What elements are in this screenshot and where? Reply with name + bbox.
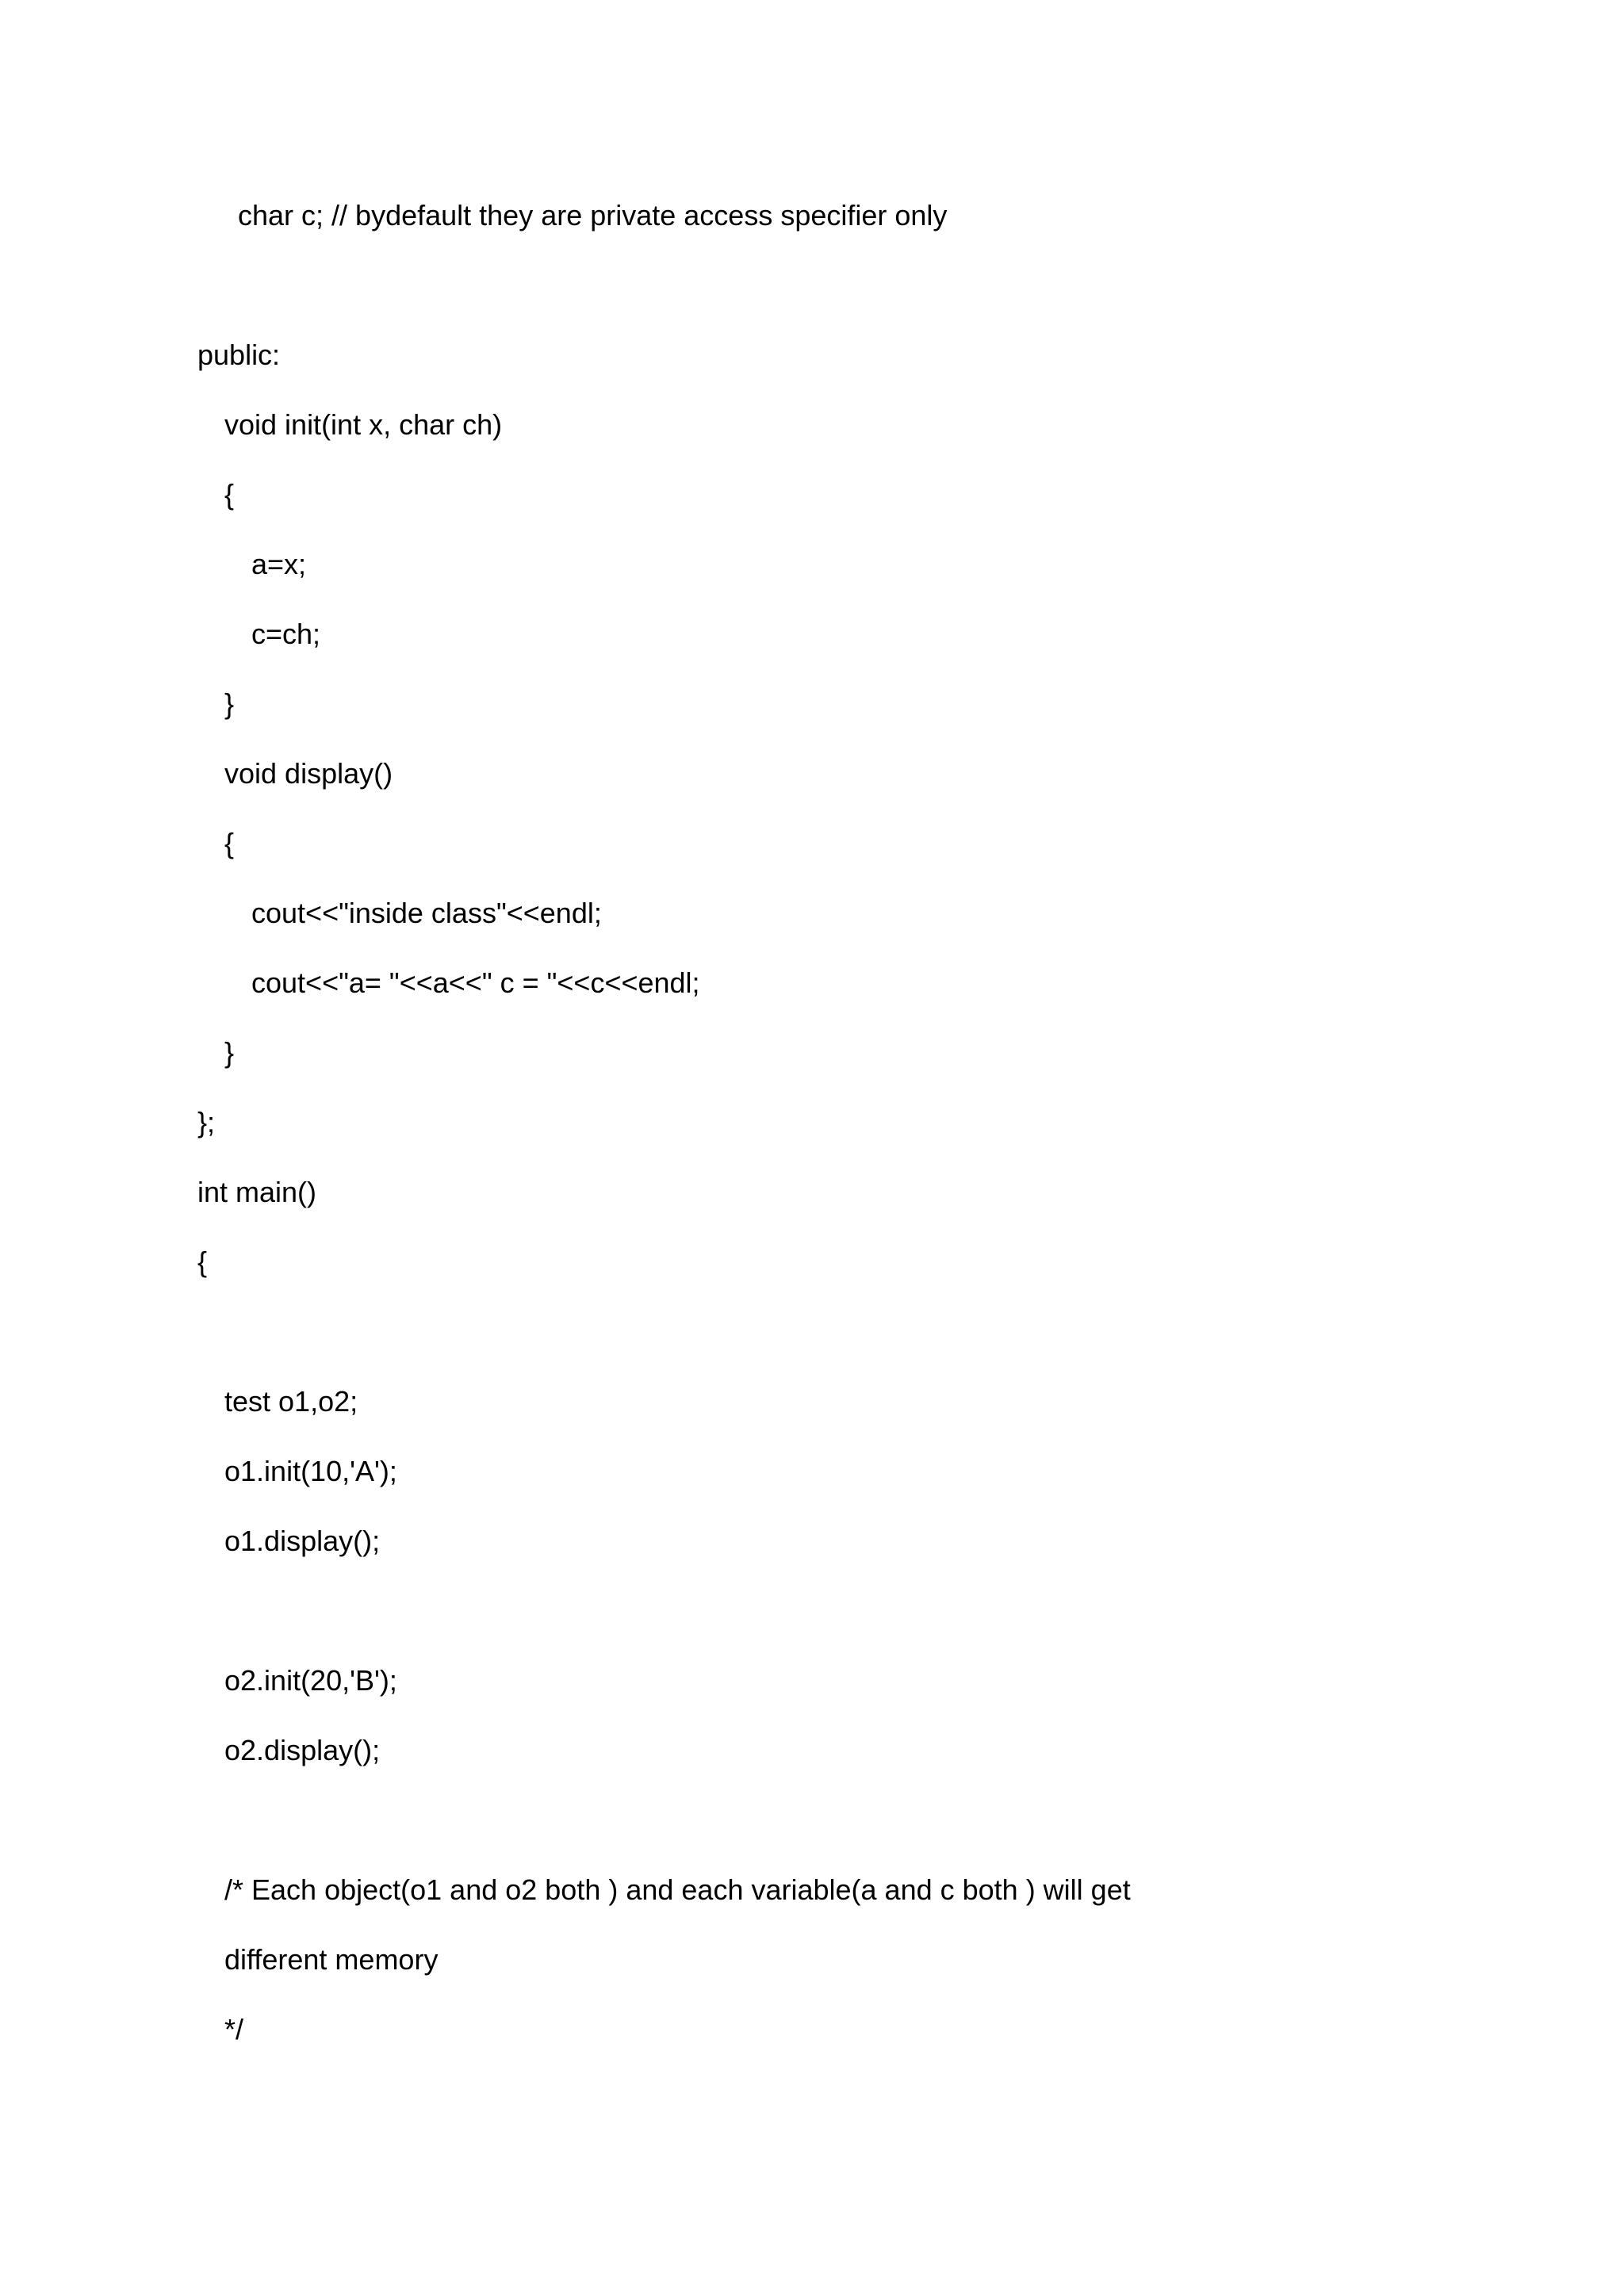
code-line: { xyxy=(224,478,235,511)
code-line: o2.init(20,'B'); xyxy=(224,1664,397,1697)
code-line: c=ch; xyxy=(251,618,321,650)
code-line: char c; // bydefault they are private access specifier only xyxy=(238,199,948,232)
code-comment-line: */ xyxy=(224,2013,244,2045)
code-line: void display() xyxy=(224,757,393,790)
code-line: } xyxy=(224,687,235,720)
code-line: { xyxy=(197,1246,208,1278)
code-line: test o1,o2; xyxy=(224,1385,358,1418)
code-line: o2.display(); xyxy=(224,1734,381,1766)
code-line: }; xyxy=(197,1106,216,1138)
code-line: a=x; xyxy=(251,548,307,580)
code-line: void init(int x, char ch) xyxy=(224,408,503,441)
code-line: o1.display(); xyxy=(224,1525,381,1557)
code-line: } xyxy=(224,1036,235,1069)
code-line: cout<<"inside class"<<endl; xyxy=(251,897,602,929)
code-comment-line: different memory xyxy=(224,1943,439,1976)
code-comment-line: /* Each object(o1 and o2 both ) and each variable(a and c both ) will get xyxy=(224,1873,1131,1906)
code-line: o1.init(10,'A'); xyxy=(224,1455,397,1487)
code-line: public: xyxy=(197,339,281,371)
code-line: { xyxy=(224,827,235,859)
code-line: cout<<"a= "<<a<<" c = "<<c<<endl; xyxy=(251,966,700,999)
code-line: int main() xyxy=(197,1176,317,1208)
